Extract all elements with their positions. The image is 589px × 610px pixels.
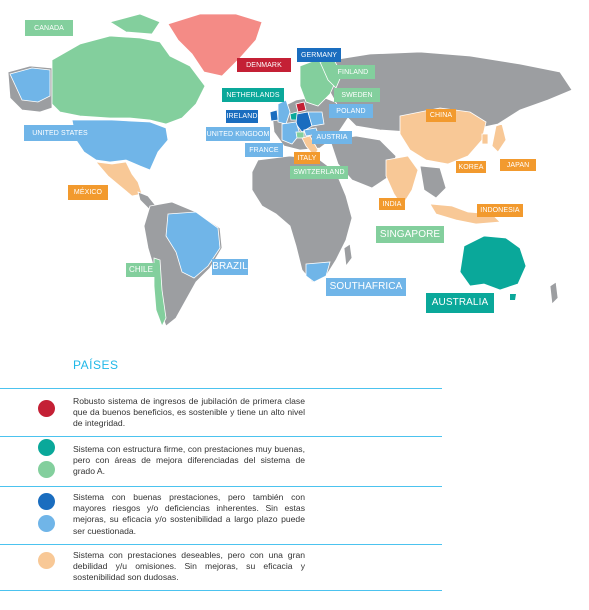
label-canada[interactable]: CANADA <box>25 20 73 36</box>
korea-shape <box>482 134 488 144</box>
label-korea[interactable]: KOREA <box>456 161 486 173</box>
label-indonesia[interactable]: INDONESIA <box>477 204 523 217</box>
ireland-shape <box>270 110 278 121</box>
label-australia[interactable]: AUSTRALIA <box>426 293 494 313</box>
label-italy[interactable]: ITALY <box>294 152 320 164</box>
legend-divider <box>0 590 442 591</box>
new-zealand-shape <box>550 282 558 304</box>
legend-text-c: Sistema con buenas prestaciones, pero también con mayores riesgos y/o deficiencias inherentes. Sin estas mejoras, su eficacia y/o sostenibilidad a largo plazo puede ser cuestionada. <box>73 492 305 536</box>
label-ireland[interactable]: IRELAND <box>226 110 258 123</box>
label-poland[interactable]: POLAND <box>329 104 373 118</box>
dot-red <box>38 400 55 417</box>
legend-row-b <box>0 436 442 486</box>
dot-light-blue <box>38 515 55 532</box>
label-southafrica[interactable]: SOUTHAFRICA <box>326 278 406 296</box>
denmark-shape <box>296 102 306 112</box>
label-united-states[interactable]: UNITED STATES <box>24 125 96 141</box>
label-denmark[interactable]: DENMARK <box>237 58 291 72</box>
dot-teal <box>38 439 55 456</box>
se-asia-shape <box>420 166 446 198</box>
japan-shape <box>492 124 506 152</box>
canada-islands-shape <box>110 14 160 34</box>
label-india[interactable]: INDIA <box>379 198 405 210</box>
label-china[interactable]: CHINA <box>426 109 456 122</box>
switzerland-shape <box>296 132 304 138</box>
label-germany[interactable]: GERMANY <box>297 48 341 62</box>
madagascar-shape <box>344 244 352 266</box>
legend-row-a <box>0 388 442 436</box>
label-switzerland[interactable]: SWITZERLAND <box>290 166 348 179</box>
label-japan[interactable]: JAPAN <box>500 159 536 171</box>
label-finland[interactable]: FINLAND <box>331 65 375 79</box>
australia-shape <box>460 236 526 290</box>
dot-green <box>38 461 55 478</box>
label-austria[interactable]: AUSTRIA <box>312 131 352 144</box>
legend-title: PAÍSES <box>73 358 119 372</box>
legend-text-b: Sistema con estructura firme, con prestaciones muy buenas, pero con áreas de mejora diferenciadas del sistema de grado A. <box>73 444 305 477</box>
label-singapore[interactable]: SINGAPORE <box>376 226 444 243</box>
label-united-kingdom[interactable]: UNITED KINGDOM <box>206 127 270 141</box>
legend-row-d <box>0 544 442 590</box>
dot-blue <box>38 493 55 510</box>
canada-shape <box>52 36 205 124</box>
legend-text-d: Sistema con prestaciones deseables, pero con una gran debilidad y/u omisiones. Sin mejoras, su eficacia y sostenibilidad son dudosas. <box>73 550 305 583</box>
legend-row-c <box>0 486 442 546</box>
dot-peach <box>38 552 55 569</box>
label-mexico[interactable]: MÉXICO <box>68 185 108 200</box>
label-brazil[interactable]: BRAZIL <box>212 259 248 275</box>
label-sweden[interactable]: SWEDEN <box>334 88 380 102</box>
label-netherlands[interactable]: NETHERLANDS <box>222 88 284 102</box>
label-france[interactable]: FRANCE <box>245 143 283 157</box>
tasmania-shape <box>510 294 516 300</box>
legend-text-a: Robusto sistema de ingresos de jubilación de primera clase que da buenos beneficios, es sostenible y tiene un alto nivel de integridad. <box>73 396 305 429</box>
label-chile[interactable]: CHILE <box>126 263 156 277</box>
